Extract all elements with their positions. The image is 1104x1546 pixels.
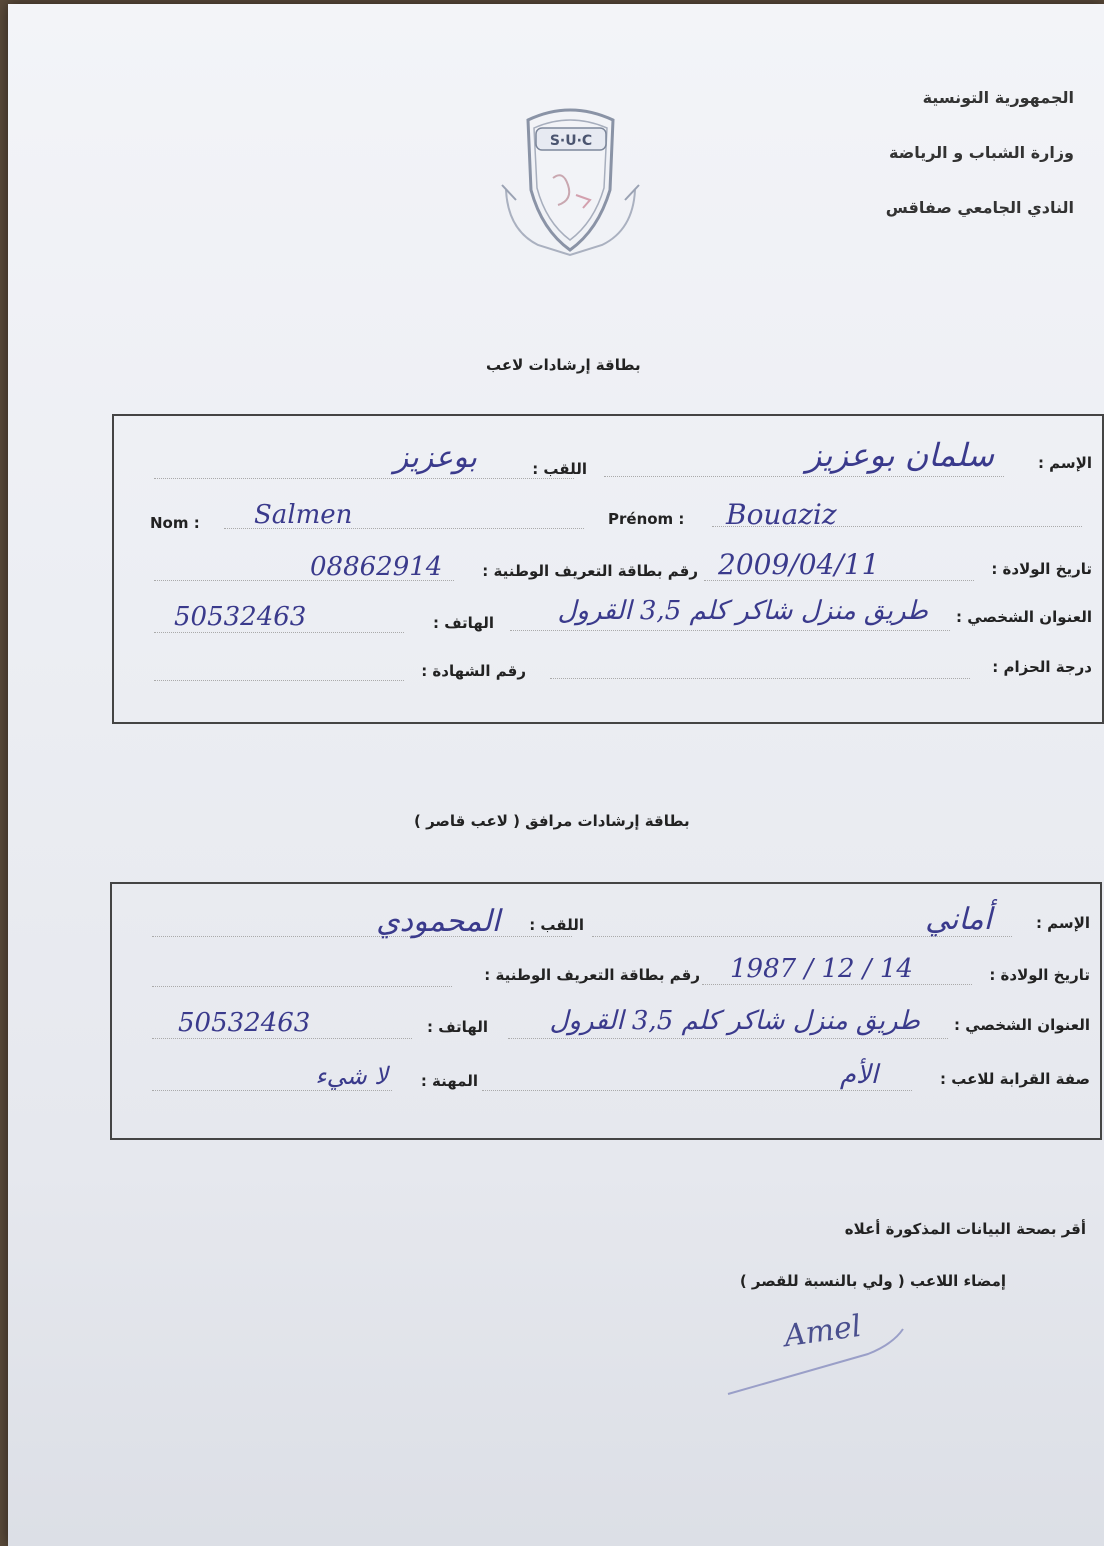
relation-label: صفة القرابة للاعب : xyxy=(940,1070,1090,1088)
player-cin-value: 08862914 xyxy=(310,552,443,582)
club-logo xyxy=(498,100,643,260)
guardian-name-label: الإسم : xyxy=(1035,914,1090,932)
player-address-value: طريق منزل شاكر كلم 3,5 القرول xyxy=(557,596,928,626)
player-name-value: سلمان بوعزيز xyxy=(805,436,994,474)
belt-label: درجة الحزام : xyxy=(992,658,1092,676)
declaration-text: أقر بصحة البيانات المذكورة أعلاه xyxy=(844,1220,1086,1238)
player-phone-label: الهاتف : xyxy=(432,614,494,632)
player-phone-value: 50532463 xyxy=(174,602,307,632)
header-block xyxy=(886,90,1074,255)
signature: Amel xyxy=(781,1308,864,1355)
guardian-name-value: أماني xyxy=(925,902,992,937)
header-line-ministry: وزارة الشباب و الرياضة xyxy=(889,143,1074,162)
player-surname-value: بوعزيز xyxy=(393,440,477,475)
player-surname-label: اللقب : xyxy=(532,460,587,478)
guardian-birth-value: 1987 / 12 / 14 xyxy=(730,954,913,984)
nom-label: Nom : xyxy=(150,514,200,532)
guardian-card-title: بطاقة إرشادات مرافق ( لاعب قاصر ) xyxy=(414,812,690,830)
relation-value: الأم xyxy=(839,1060,878,1090)
prenom-value: Bouaziz xyxy=(726,498,837,531)
header-line-club: النادي الجامعي صفاقس xyxy=(885,198,1074,217)
nom-value: Salmen xyxy=(254,500,353,530)
document-page xyxy=(8,4,1104,1546)
guardian-cin-label: رقم بطاقة التعريف الوطنية : xyxy=(484,966,700,984)
guardian-phone-label: الهاتف : xyxy=(426,1018,488,1036)
player-address-label: العنوان الشخصي : xyxy=(956,608,1092,626)
player-card-title: بطاقة إرشادات لاعب xyxy=(486,356,641,374)
signature-stroke xyxy=(718,1324,918,1404)
guardian-birth-label: تاريخ الولادة : xyxy=(989,966,1090,984)
logo-text: S·U·C xyxy=(549,133,593,149)
header-line-republic: الجمهورية التونسية xyxy=(922,88,1074,107)
guardian-address-value: طريق منزل شاكر كلم 3,5 القرول xyxy=(549,1006,920,1036)
guardian-card-box xyxy=(110,882,1102,1140)
player-birth-label: تاريخ الولادة : xyxy=(991,560,1092,578)
guardian-phone-value: 50532463 xyxy=(178,1008,311,1038)
player-cin-label: رقم بطاقة التعريف الوطنية : xyxy=(482,562,698,580)
prenom-label: Prénom : xyxy=(608,510,685,528)
guardian-address-label: العنوان الشخصي : xyxy=(954,1016,1090,1034)
player-name-label: الإسم : xyxy=(1037,454,1092,472)
player-card-box xyxy=(112,414,1104,724)
certificate-label: رقم الشهادة : xyxy=(421,662,526,680)
signature-label: إمضاء اللاعب ( ولي بالنسبة للقصر ) xyxy=(739,1272,1006,1290)
guardian-surname-value: المحمودي xyxy=(376,904,500,939)
guardian-surname-label: اللقب : xyxy=(529,916,584,934)
job-label: المهنة : xyxy=(420,1072,478,1090)
job-value: لا شيء xyxy=(315,1062,388,1090)
player-birth-value: 2009/04/11 xyxy=(718,548,880,581)
